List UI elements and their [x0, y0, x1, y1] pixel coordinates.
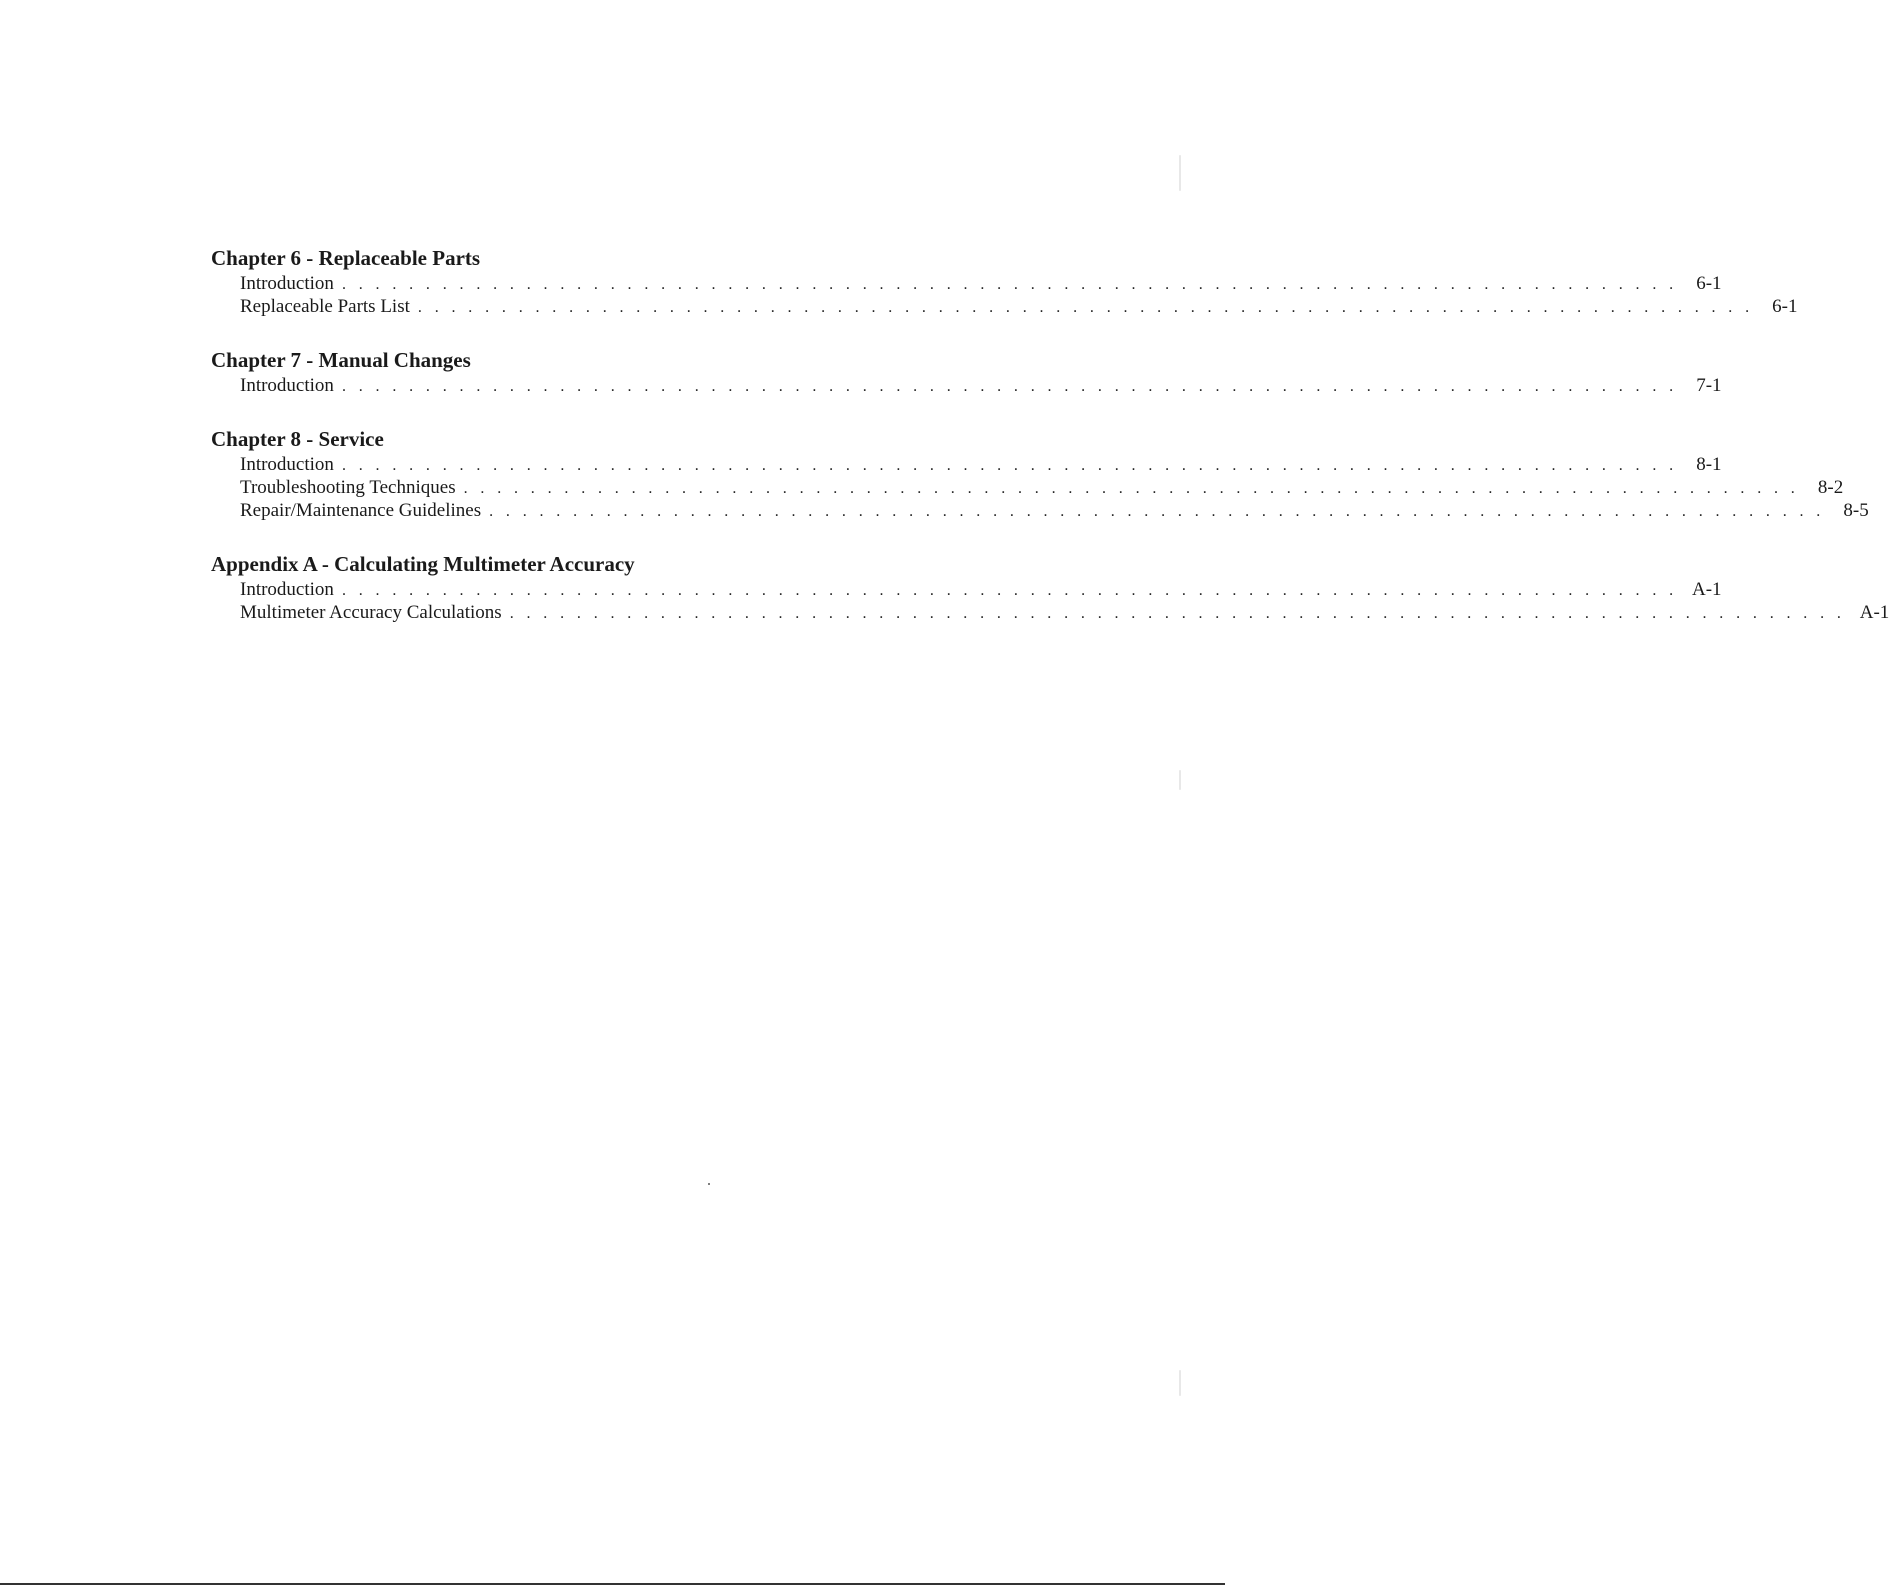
- toc-entry[interactable]: [211, 295, 1798, 318]
- entry-label: Replaceable Parts List: [240, 296, 410, 317]
- entry-page-number: 6-1: [1696, 273, 1722, 294]
- entry-label: Multimeter Accuracy Calculations: [240, 602, 502, 623]
- toc-section-chapter-7: [211, 346, 1722, 397]
- toc-section-appendix-a: [211, 550, 1889, 624]
- scan-speck: [708, 1183, 710, 1185]
- entry-label: Introduction: [240, 273, 334, 294]
- toc-entry[interactable]: [211, 601, 1889, 624]
- entry-label: Introduction: [240, 579, 334, 600]
- entry-page-number: A-1: [1859, 602, 1889, 623]
- dot-leader: . . . . . . . . . . . . . . . . . . . . . . . . . . . . . . . . . . . . . . . . . . . . . . . . . . . . . . . . . . . . . . . . . . . . . . . . . . . . . . . .: [489, 503, 1825, 520]
- toc-entry[interactable]: [211, 453, 1722, 476]
- scan-edge-mark: [1179, 1370, 1181, 1396]
- toc-entry[interactable]: [211, 272, 1722, 295]
- dot-leader: . . . . . . . . . . . . . . . . . . . . . . . . . . . . . . . . . . . . . . . . . . . . . . . . . . . . . . . . . . . . . . . . . . . . . . . . . . . . . . . .: [509, 605, 1846, 622]
- entry-page-number: 8-1: [1696, 454, 1722, 475]
- dot-leader: . . . . . . . . . . . . . . . . . . . . . . . . . . . . . . . . . . . . . . . . . . . . . . . . . . . . . . . . . . . . . . . . . . . . . . . . . . . . . . . .: [341, 582, 1678, 599]
- dot-leader: . . . . . . . . . . . . . . . . . . . . . . . . . . . . . . . . . . . . . . . . . . . . . . . . . . . . . . . . . . . . . . . . . . . . . . . . . . . . . . . .: [341, 378, 1678, 395]
- toc-section-chapter-6: [211, 244, 1798, 318]
- entry-page-number: 7-1: [1696, 375, 1722, 396]
- dot-leader: . . . . . . . . . . . . . . . . . . . . . . . . . . . . . . . . . . . . . . . . . . . . . . . . . . . . . . . . . . . . . . . . . . . . . . . . . . . . . . . .: [417, 299, 1754, 316]
- dot-leader: . . . . . . . . . . . . . . . . . . . . . . . . . . . . . . . . . . . . . . . . . . . . . . . . . . . . . . . . . . . . . . . . . . . . . . . . . . . . . . . .: [341, 457, 1678, 474]
- toc-entry[interactable]: [211, 578, 1722, 601]
- section-title: Chapter 8 - Service: [211, 427, 384, 451]
- scan-edge-mark: [1179, 155, 1181, 191]
- entry-label: Introduction: [240, 375, 334, 396]
- toc-entry[interactable]: [211, 499, 1869, 522]
- scan-edge-mark: [1179, 770, 1181, 790]
- toc-section-chapter-8: [211, 425, 1869, 522]
- dot-leader: . . . . . . . . . . . . . . . . . . . . . . . . . . . . . . . . . . . . . . . . . . . . . . . . . . . . . . . . . . . . . . . . . . . . . . . . . . . . . . . .: [463, 480, 1800, 497]
- section-title: Chapter 7 - Manual Changes: [211, 348, 471, 372]
- dot-leader: . . . . . . . . . . . . . . . . . . . . . . . . . . . . . . . . . . . . . . . . . . . . . . . . . . . . . . . . . . . . . . . . . . . . . . . . . . . . . . . .: [341, 276, 1678, 293]
- toc-entry[interactable]: [211, 476, 1844, 499]
- entry-page-number: 8-2: [1817, 477, 1844, 498]
- entry-page-number: 8-5: [1843, 500, 1869, 521]
- entry-page-number: A-1: [1691, 579, 1722, 600]
- entry-label: Repair/Maintenance Guidelines: [240, 500, 482, 521]
- entry-label: Troubleshooting Techniques: [240, 477, 456, 498]
- section-title: Appendix A - Calculating Multimeter Accuracy: [211, 552, 635, 576]
- table-of-contents: [211, 244, 1889, 652]
- entry-page-number: 6-1: [1772, 296, 1798, 317]
- entry-label: Introduction: [240, 454, 334, 475]
- section-title: Chapter 6 - Replaceable Parts: [211, 246, 481, 270]
- toc-entry[interactable]: [211, 374, 1722, 397]
